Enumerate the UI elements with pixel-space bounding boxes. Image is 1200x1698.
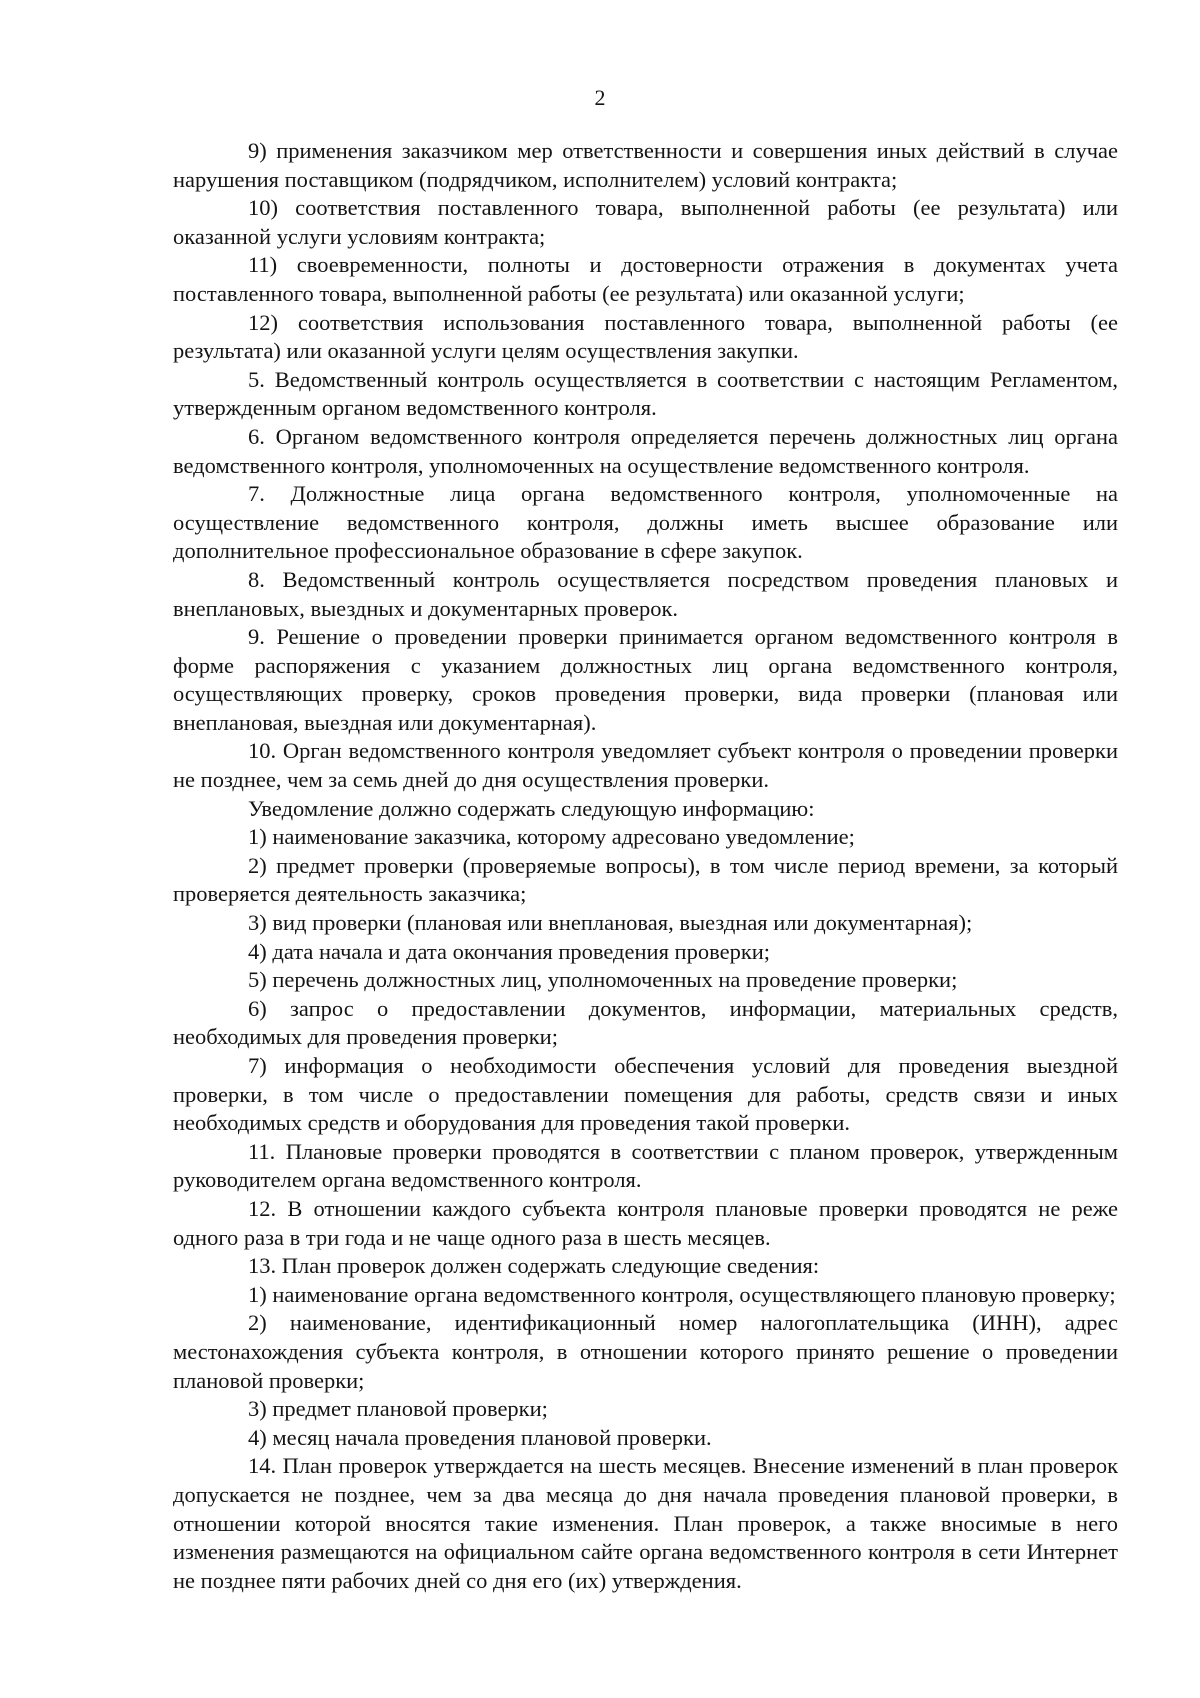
- paragraph-clause-11: 11. Плановые проверки проводятся в соответствии с планом проверок, утвержденным руководителем органа ведомственного контроля.: [173, 1138, 1118, 1193]
- paragraph-clause-7: 7. Должностные лица органа ведомственного контроля, уполномоченные на осуществление ведомственного контроля, должны иметь высшее образование или дополнительное профессиональное образование в сфере закупок.: [173, 481, 1118, 564]
- paragraph-notice-item-1: 1) наименование заказчика, которому адресовано уведомление;: [248, 824, 855, 850]
- paragraph-clause-10: 10. Орган ведомственного контроля уведомляет субъект контроля о проведении проверки не позднее, чем за семь дней до дня осуществления проверки.: [173, 738, 1118, 793]
- paragraph-notice-item-7: 7) информация о необходимости обеспечения условий для проведения выездной проверки, в том числе о предоставлении помещения для работы, средств связи и иных необходимых средств и оборудования для проведения такой проверки.: [173, 1053, 1118, 1136]
- paragraph-item-12-usage: 12) соответствия использования поставленного товара, выполненной работы (ее результата) или оказанной услуги целям осуществления закупки.: [173, 309, 1118, 364]
- paragraph-clause-12: 12. В отношении каждого субъекта контроля плановые проверки проводятся не реже одного раза в три года и не чаще одного раза в шесть месяцев.: [173, 1195, 1118, 1250]
- paragraph-notice-item-3: 3) вид проверки (плановая или внеплановая, выездная или документарная);: [248, 910, 973, 936]
- paragraph-clause-9: 9. Решение о проведении проверки принимается органом ведомственного контроля в форме распоряжения с указанием должностных лиц органа ведомственного контроля, осуществляющих проверку, сроков проведения проверки, вида проверки (плановая или внеплановая, выездная или документарная).: [173, 624, 1118, 735]
- paragraph-item-11-timeliness: 11) своевременности, полноты и достоверности отражения в документах учета поставленного товара, выполненной работы (ее результата) или оказанной услуги;: [173, 252, 1118, 306]
- paragraph-notice-item-5: 5) перечень должностных лиц, уполномоченных на проведение проверки;: [248, 967, 958, 993]
- paragraph-clause-8: 8. Ведомственный контроль осуществляется посредством проведения плановых и внеплановых, выездных и документарных проверок.: [173, 566, 1118, 621]
- paragraph-notice-intro: Уведомление должно содержать следующую информацию:: [248, 795, 815, 821]
- paragraph-plan-item-1: 1) наименование органа ведомственного контроля, осуществляющего плановую проверку;: [248, 1281, 1116, 1307]
- document-body: [173, 137, 1118, 1595]
- paragraph-item-9-responsibility: 9) применения заказчиком мер ответственности и совершения иных действий в случае нарушения поставщиком (подрядчиком, исполнителем) условий контракта;: [173, 138, 1118, 192]
- paragraph-notice-item-6: 6) запрос о предоставлении документов, информации, материальных средств, необходимых для проведения проверки;: [173, 995, 1118, 1050]
- paragraph-notice-item-4: 4) дата начала и дата окончания проведения проверки;: [248, 938, 771, 964]
- paragraph-clause-6: 6. Органом ведомственного контроля определяется перечень должностных лиц органа ведомственного контроля, уполномоченных на осуществление ведомственного контроля.: [173, 423, 1118, 478]
- paragraph-plan-item-2: 2) наименование, идентификационный номер налогоплательщика (ИНН), адрес местонахождения субъекта контроля, в отношении которого принято решение о проведении плановой проверки;: [173, 1310, 1118, 1393]
- paragraph-notice-item-2: 2) предмет проверки (проверяемые вопросы), в том числе период времени, за который проверяется деятельность заказчика;: [173, 852, 1118, 907]
- paragraph-plan-item-3: 3) предмет плановой проверки;: [248, 1396, 548, 1422]
- paragraph-clause-5: 5. Ведомственный контроль осуществляется в соответствии с настоящим Регламентом, утвержденным органом ведомственного контроля.: [173, 366, 1118, 421]
- paragraph-plan-item-4: 4) месяц начала проведения плановой проверки.: [248, 1424, 712, 1450]
- paragraph-clause-13: 13. План проверок должен содержать следующие сведения:: [248, 1253, 820, 1279]
- page-number: 2: [594, 85, 606, 110]
- paragraph-item-10-compliance: 10) соответствия поставленного товара, выполненной работы (ее результата) или оказанной услуги условиям контракта;: [173, 195, 1118, 249]
- paragraph-clause-14: 14. План проверок утверждается на шесть месяцев. Внесение изменений в план проверок допускается не позднее, чем за два месяца до дня начала проведения плановой проверки, в отношении которой вносятся такие изменения. План проверок, а также вносимые в него изменения размещаются на официальном сайте органа ведомственного контроля в сети Интернет не позднее пяти рабочих дней со дня его (их) утверждения.: [173, 1453, 1118, 1593]
